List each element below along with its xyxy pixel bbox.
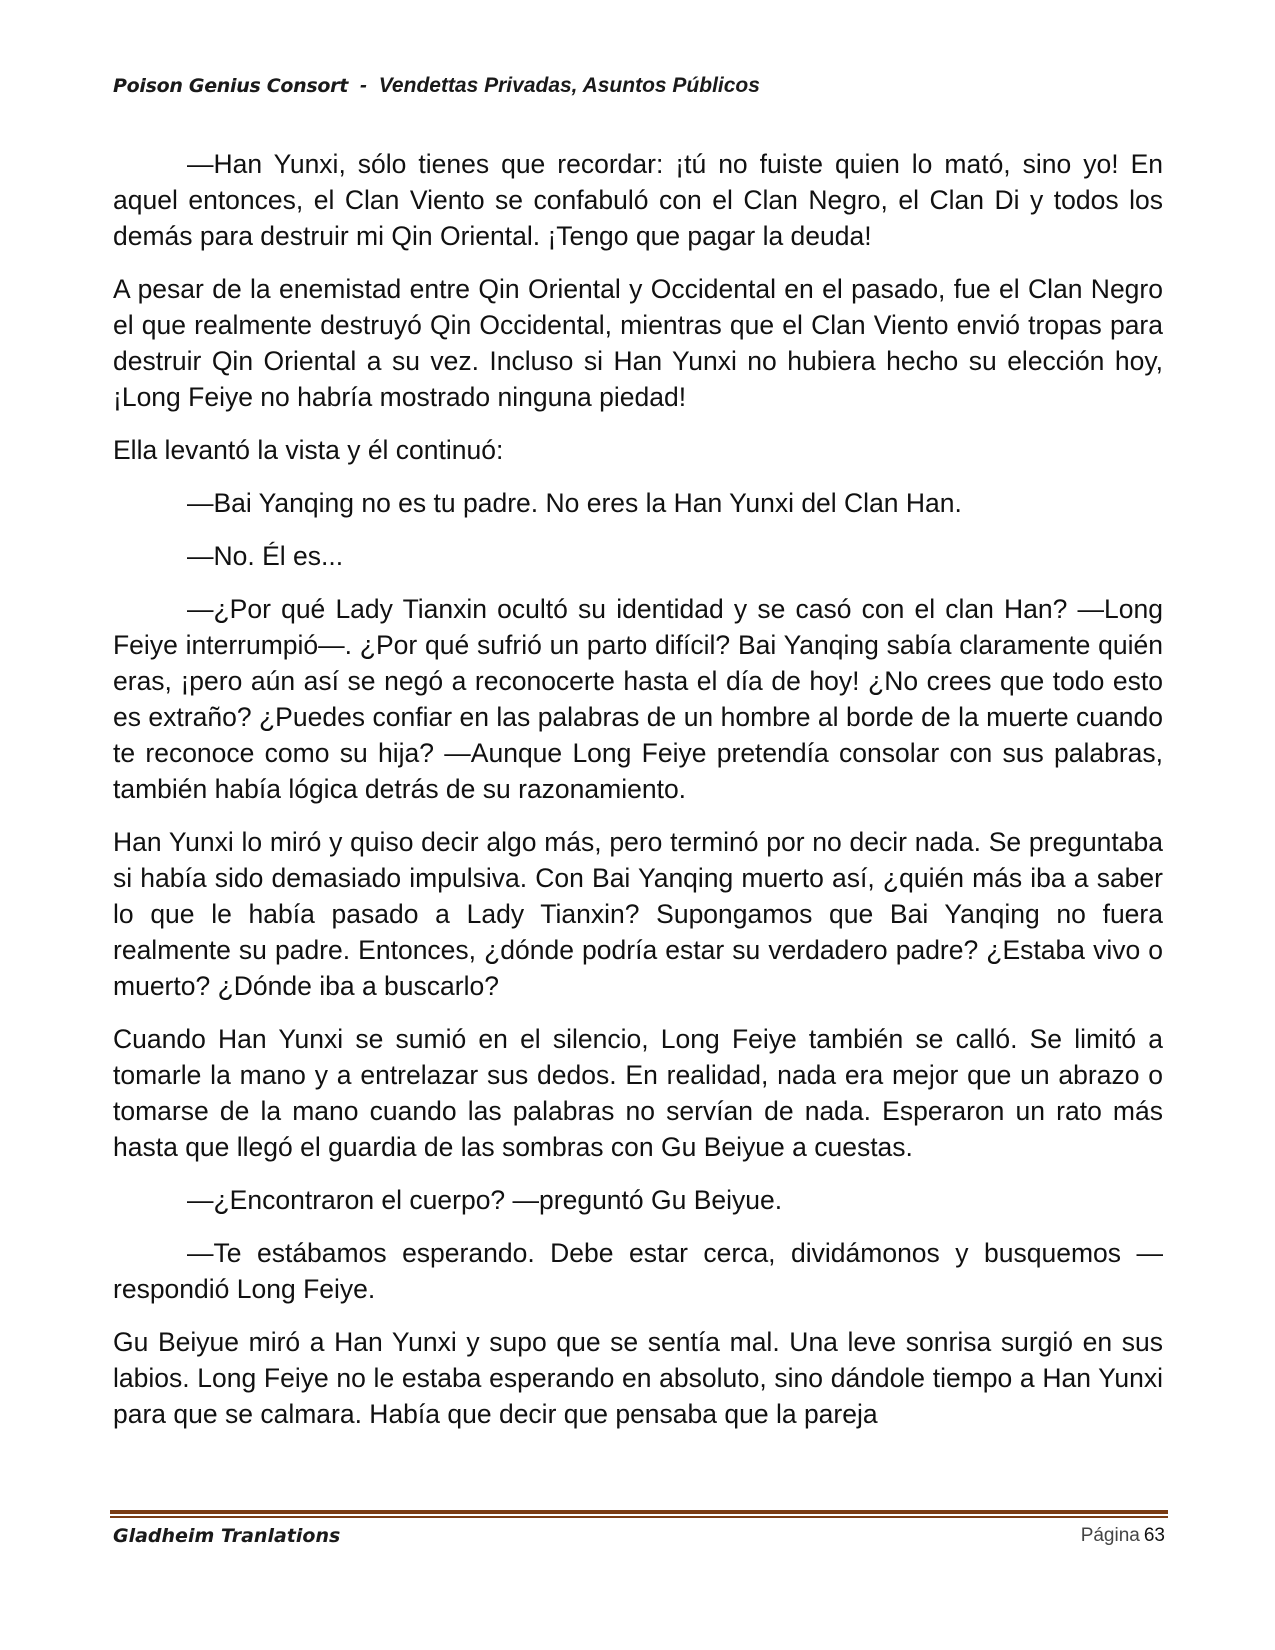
paragraph: —Te estábamos esperando. Debe estar cerca, dividámonos y busquemos —respondió Long Feiye. bbox=[113, 1238, 1163, 1304]
paragraph: —¿Por qué Lady Tianxin ocultó su identidad y se casó con el clan Han? —Long Feiye interrumpió—. ¿Por qué sufrió un parto difícil? Bai Yanqing sabía claramente quién eras, ¡pero aún así se negó a reconocerte hasta el día de hoy! ¿No crees que todo esto es extraño? ¿Puedes confiar en las palabras de un hombre al borde de la muerte cuando te reconoce como su hija? —Aunque Long Feiye pretendía consolar con sus palabras, también había lógica detrás de su razonamiento. bbox=[113, 594, 1163, 804]
header-separator: - bbox=[359, 74, 367, 97]
paragraph: —Han Yunxi, sólo tienes que recordar: ¡tú no fuiste quien lo mató, sino yo! En aquel entonces, el Clan Viento se confabuló con el Clan Negro, el Clan Di y todos los demás para destruir mi Qin Oriental. ¡Tengo que pagar la deuda! bbox=[113, 149, 1163, 251]
page-label: Página bbox=[1080, 1525, 1140, 1546]
body-text bbox=[113, 146, 1163, 1449]
paragraph: A pesar de la enemistad entre Qin Oriental y Occidental en el pasado, fue el Clan Negro el que realmente destruyó Qin Occidental, mientras que el Clan Viento envió tropas para destruir Qin Oriental a su vez. Incluso si Han Yunxi no hubiera hecho su elección hoy, ¡Long Feiye no habría mostrado ninguna piedad! bbox=[113, 274, 1163, 412]
paragraph: —¿Encontraron el cuerpo? —preguntó Gu Beiyue. bbox=[187, 1185, 783, 1215]
page-header bbox=[113, 74, 760, 98]
paragraph: Han Yunxi lo miró y quiso decir algo más, pero terminó por no decir nada. Se preguntaba si había sido demasiado impulsiva. Con Bai Yanqing muerto así, ¿quién más iba a saber lo que le había pasado a Lady Tianxin? Supongamos que Bai Yanqing no fuera realmente su padre. Entonces, ¿dónde podría estar su verdadero padre? ¿Estaba vivo o muerto? ¿Dónde iba a buscarlo? bbox=[113, 827, 1163, 1001]
footer-translator: Gladheim Tranlations bbox=[113, 1525, 341, 1547]
footer-page-number bbox=[1081, 1525, 1165, 1547]
paragraph: —No. Él es... bbox=[187, 541, 344, 571]
paragraph: Ella levantó la vista y él continuó: bbox=[113, 435, 504, 465]
paragraph: Gu Beiyue miró a Han Yunxi y supo que se sentía mal. Una leve sonrisa surgió en sus labios. Long Feiye no le estaba esperando en absoluto, sino dándole tiempo a Han Yunxi para que se calmara. Había que decir que pensaba que la pareja bbox=[113, 1327, 1163, 1429]
footer-rule-thick bbox=[110, 1510, 1168, 1514]
paragraph: —Bai Yanqing no es tu padre. No eres la Han Yunxi del Clan Han. bbox=[187, 488, 962, 518]
book-title: Poison Genius Consort bbox=[113, 75, 349, 97]
chapter-title: Vendettas Privadas, Asuntos Públicos bbox=[378, 74, 760, 97]
footer-rule-thin bbox=[110, 1516, 1168, 1518]
paragraph: Cuando Han Yunxi se sumió en el silencio, Long Feiye también se calló. Se limitó a tomarle la mano y a entrelazar sus dedos. En realidad, nada era mejor que un abrazo o tomarse de la mano cuando las palabras no servían de nada. Esperaron un rato más hasta que llegó el guardia de las sombras con Gu Beiyue a cuestas. bbox=[113, 1024, 1163, 1162]
footer-rule bbox=[110, 1510, 1168, 1520]
page-number: 63 bbox=[1143, 1525, 1165, 1546]
